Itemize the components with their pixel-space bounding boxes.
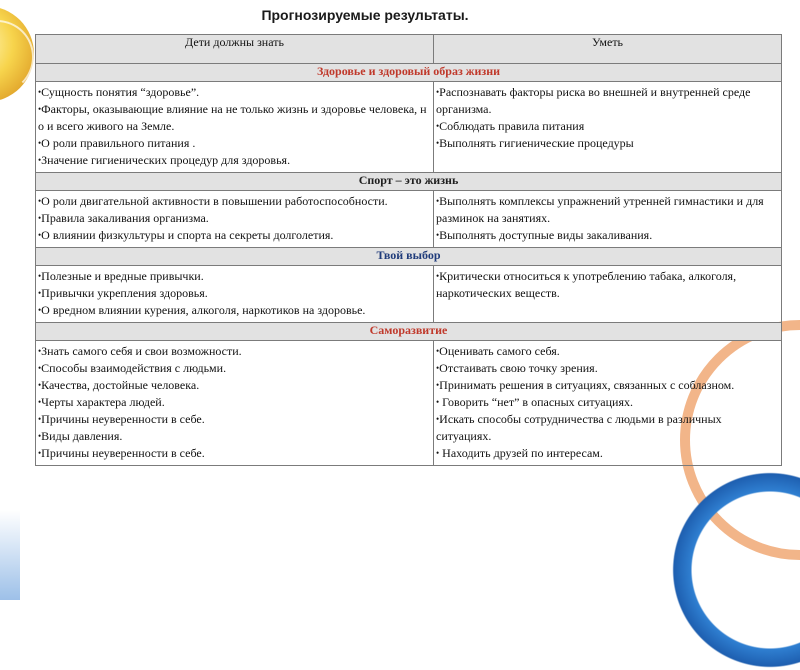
know-cell (36, 191, 434, 248)
list-item: • О роли правильного питания . (38, 135, 431, 152)
list-item: • Виды давления. (38, 428, 431, 445)
section-heading-row (36, 64, 782, 82)
page-title: Прогнозируемые результаты. (261, 7, 469, 23)
section-heading: Саморазвитие (36, 323, 782, 341)
can-list (434, 341, 781, 465)
list-item: • Качества, достойные человека. (38, 377, 431, 394)
blue-ring-decoration (670, 470, 800, 670)
can-cell (434, 266, 782, 323)
header-know: Дети должны знать (36, 35, 434, 64)
can-list (434, 191, 781, 247)
list-item: • Искать способы сотрудничества с людьми в различных ситуациях. (436, 411, 779, 445)
know-list (36, 341, 433, 465)
list-item: • Знать самого себя и свои возможности. (38, 343, 431, 360)
list-item: • Причины неуверенности в себе. (38, 411, 431, 428)
table-header-row (36, 35, 782, 64)
can-cell (434, 191, 782, 248)
section-heading-row (36, 248, 782, 266)
ball-seam-decoration (0, 20, 34, 94)
list-item: • Выполнять гигиенические процедуры (436, 135, 779, 152)
section-heading-row (36, 323, 782, 341)
left-blue-strip-decoration (0, 510, 20, 600)
can-cell (434, 82, 782, 173)
list-item: • Находить друзей по интересам. (436, 445, 779, 462)
list-item: • Отстаивать свою точку зрения. (436, 360, 779, 377)
section-content-row (36, 191, 782, 248)
section-heading: Твой выбор (36, 248, 782, 266)
can-list (434, 82, 781, 155)
list-item: • О роли двигательной активности в повышении работоспособности. (38, 193, 431, 210)
know-list (36, 191, 433, 247)
list-item: • Правила закаливания организма. (38, 210, 431, 227)
header-can: Уметь (434, 35, 782, 64)
list-item: • Принимать решения в ситуациях, связанных с соблазном. (436, 377, 779, 394)
list-item: • Соблюдать правила питания (436, 118, 779, 135)
list-item: • Критически относиться к употреблению табака, алкоголя, наркотических веществ. (436, 268, 779, 302)
list-item: • Способы взаимодействия с людьми. (38, 360, 431, 377)
know-cell (36, 266, 434, 323)
list-item: • Выполнять доступные виды закаливания. (436, 227, 779, 244)
list-item: • Значение гигиенических процедур для здоровья. (38, 152, 431, 169)
list-item: • Выполнять комплексы упражнений утренней гимнастики и для разминок на занятиях. (436, 193, 779, 227)
list-item: • Говорить “нет” в опасных ситуациях. (436, 394, 779, 411)
know-list (36, 82, 433, 172)
know-cell (36, 341, 434, 466)
can-cell (434, 341, 782, 466)
list-item: • Привычки укрепления здоровья. (38, 285, 431, 302)
list-item: • Черты характера людей. (38, 394, 431, 411)
list-item: • Оценивать самого себя. (436, 343, 779, 360)
know-list (36, 266, 433, 322)
results-table (35, 34, 782, 466)
list-item: • Распознавать факторы риска во внешней и внутренней среде организма. (436, 84, 779, 118)
section-heading: Спорт – это жизнь (36, 173, 782, 191)
can-list (434, 266, 781, 305)
section-content-row (36, 341, 782, 466)
list-item: • Причины неуверенности в себе. (38, 445, 431, 462)
list-item: • О влиянии физкультуры и спорта на секреты долголетия. (38, 227, 431, 244)
section-heading-row (36, 173, 782, 191)
list-item: • О вредном влиянии курения, алкоголя, наркотиков на здоровье. (38, 302, 431, 319)
section-heading: Здоровье и здоровый образ жизни (36, 64, 782, 82)
list-item: • Факторы, оказывающие влияние на не только жизнь и здоровье человека, н о и всего живого на Земле. (38, 101, 431, 135)
list-item: • Полезные и вредные привычки. (38, 268, 431, 285)
list-item: • Сущность понятия “здоровье”. (38, 84, 431, 101)
know-cell (36, 82, 434, 173)
section-content-row (36, 82, 782, 173)
section-content-row (36, 266, 782, 323)
